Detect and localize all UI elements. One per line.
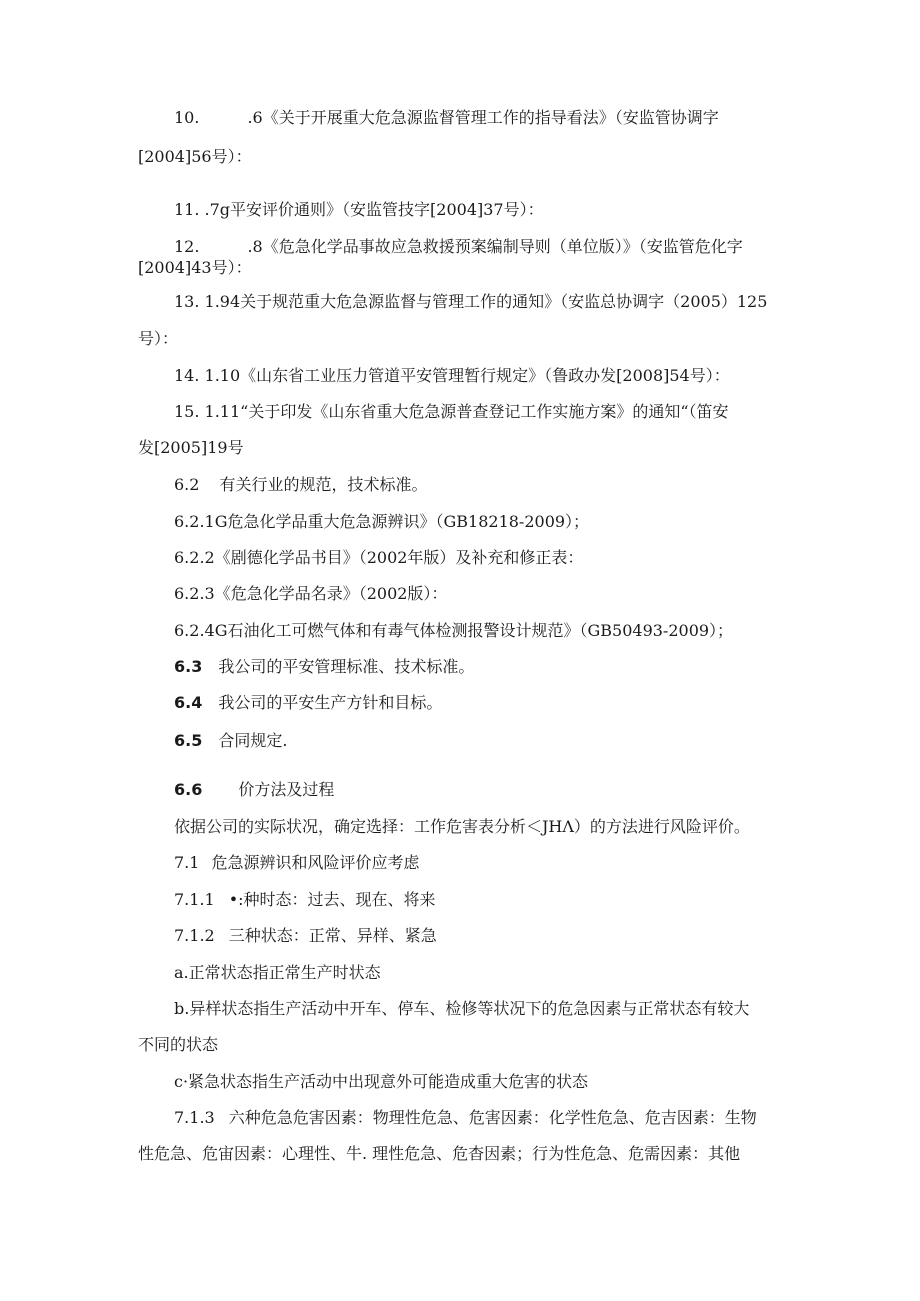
section-text: 危急源辨识和风险评价应考虑 (211, 853, 420, 872)
section-number: 6.6 (174, 780, 203, 799)
ref-10-text: .6《关于开展重大危急源监督管理工作的指导看法》（安监管协调字 (247, 108, 719, 127)
ref-10-number: 10. (174, 108, 200, 127)
ref-15-line1: 15. 1.11“关于印发《山东省重大危急源普查登记工作实施方案》的通知“（笛安 (174, 402, 729, 421)
section-7-1-2 (174, 926, 437, 946)
section-text: •:种时态：过去、现在、将来 (228, 890, 436, 909)
section-7-1 (174, 853, 419, 873)
section-number: 6.5 (174, 731, 203, 750)
section-text: 合同规定. (218, 731, 288, 750)
section-number: 7.1 (174, 853, 200, 872)
ref-13-line1: 13. 1.94关于规范重大危急源监督与管理工作的通知》（安监总协调字（2005）125 (174, 292, 768, 311)
state-a: a.正常状态指正常生产时状态 (174, 963, 381, 982)
section-6-5 (174, 731, 287, 751)
ref-12-number: 12. (174, 237, 200, 256)
state-c: c·紧急状态指生产活动中出现意外可能造成重大危害的状态 (174, 1072, 589, 1091)
item-6-2-2: 6.2.2《剧德化学品书目》（2002年版）及补充和修正表： (174, 548, 584, 567)
ref-12-text: .8《危急化学品事故应急救援预案编制导则（单位版）》（安监管危化字 (247, 237, 743, 256)
section-text: 我公司的平安生产方针和目标。 (218, 693, 443, 712)
item-6-2-1: 6.2.1G危急化学品重大危急源辨识》（GB18218-2009）； (174, 512, 590, 531)
section-text: 有关行业的规范，技术标准。 (219, 475, 428, 494)
section-6-2 (174, 475, 427, 495)
section-7-1-1 (174, 890, 436, 910)
section-number: 6.2 (174, 475, 200, 494)
ref-10-line1 (174, 108, 719, 128)
section-number: 6.3 (174, 657, 203, 676)
ref-11: 11. .7g平安评价通则》（安监管技字[2004]37号）： (174, 200, 544, 219)
ref-15-line2: 发[2005]19号 (138, 438, 244, 457)
section-number: 7.1.2 (174, 926, 215, 945)
section-number: 6.4 (174, 693, 203, 712)
state-b-line2: 不同的状态 (138, 1035, 219, 1054)
ref-10-line2: [2004]56号）： (138, 147, 252, 166)
item-6-2-4: 6.2.4G石油化工可燃气体和有毒气体检测报警设计规范》（GB50493-2009）； (174, 621, 734, 640)
ref-12-line2: [2004]43号）： (138, 258, 252, 277)
item-6-2-3: 6.2.3《危急化学品名录》（2002版）： (174, 584, 448, 603)
ref-14: 14. 1.10《山东省工业压力管道平安管理暂行规定》（鲁政办发[2008]54号）： (174, 366, 730, 385)
section-text: 三种状态：正常、异样、紧急 (228, 926, 437, 945)
section-7-1-3-line2: 性危急、危宙因素：心理性、牛. 理性危急、危杳因素；行为性危急、危需因素：其他 (138, 1144, 741, 1163)
section-6-6 (174, 780, 334, 800)
section-6-4 (174, 693, 442, 713)
section-6-3 (174, 657, 474, 677)
section-7-1-3-line1 (174, 1108, 757, 1128)
method-paragraph: 依据公司的实际状况，确定选择：工作危害表分析＜JHΛ）的方法进行风险评价。 (174, 817, 750, 836)
section-number: 7.1.3 (174, 1108, 215, 1127)
section-text: 价方法及过程 (238, 780, 335, 799)
section-number: 7.1.1 (174, 890, 215, 909)
ref-12-line1 (174, 237, 743, 257)
state-b-line1: b.异样状态指生产活动中开车、停车、检修等状况下的危急因素与正常状态有较大 (174, 999, 750, 1018)
ref-13-line2: 号）： (138, 329, 179, 348)
section-text: 我公司的平安管理标准、技术标准。 (218, 657, 475, 676)
section-text: 六种危急危害因素：物理性危急、危害因素：化学性危急、危吉因素：生物 (228, 1108, 757, 1127)
